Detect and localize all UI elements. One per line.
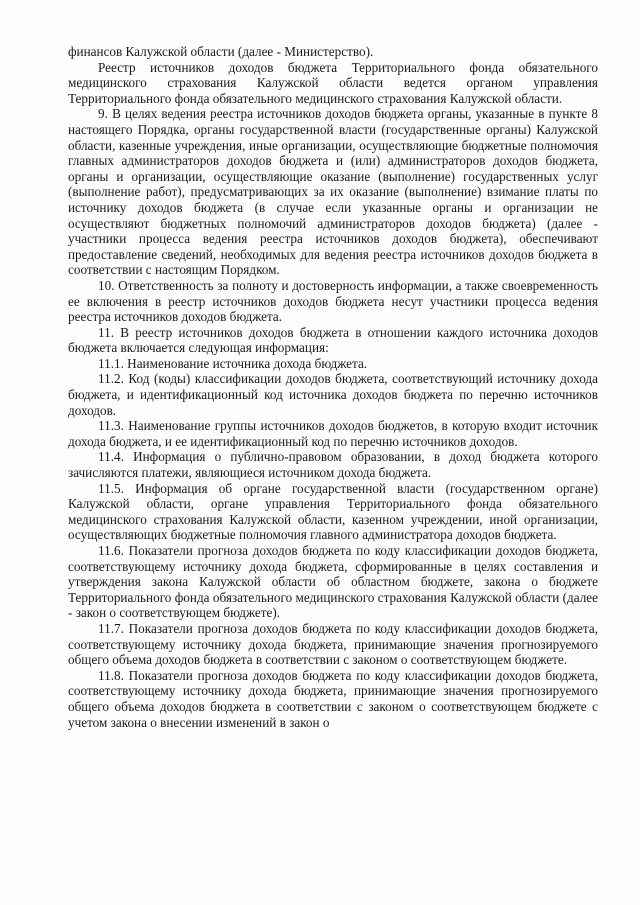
paragraph-continuation: финансов Калужской области (далее - Министерство).	[68, 44, 374, 59]
paragraph-item-11-7: 11.7. Показатели прогноза доходов бюджета по коду классификации доходов бюджета, соответствующему источнику дохода бюджета, принимающие значения прогнозируемого общего объема доходов бюджета в соответствии с законом о соответствующем бюджете.	[68, 620, 598, 668]
paragraph-item-11-3: 11.3. Наименование группы источников доходов бюджетов, в которую входит источник дохода бюджета, и ее идентификационный код по перечню источников доходов.	[68, 418, 598, 449]
paragraph-item-10: 10. Ответственность за полноту и достоверность информации, а также своевременность ее включения в реестр источников доходов бюджета несут участники процесса ведения реестра источников доходов бюджета.	[68, 277, 598, 325]
document-body	[68, 44, 598, 730]
paragraph-item-11-5: 11.5. Информация об органе государственной власти (государственном органе) Калужской области, органе управления Территориального фонда обязательного медицинского страхования Калужской области, казенном учреждении, иной организации, осуществляющих бюджетные полномочия главного администратора доходов бюджета.	[68, 480, 598, 543]
paragraph-item-11-8: 11.8. Показатели прогноза доходов бюджета по коду классификации доходов бюджета, соответствующему источнику дохода бюджета, принимающие значения прогнозируемого общего объема доходов бюджета в соответствии с законом о соответствующем бюджете с учетом закона о внесении изменений в закон о	[68, 667, 598, 730]
paragraph-item-11-4: 11.4. Информация о публично-правовом образовании, в доход бюджета которого зачисляются платежи, являющиеся источником дохода бюджета.	[68, 449, 598, 481]
paragraph-registry-keeper: Реестр источников доходов бюджета Территориального фонда обязательного медицинского страхования Калужской области ведется органом управления Территориального фонда обязательного медицинского страхования Калужской области.	[68, 59, 598, 106]
paragraph-item-11-1: 11.1. Наименование источника дохода бюджета.	[98, 355, 368, 371]
paragraph-item-9: 9. В целях ведения реестра источников доходов бюджета органы, указанные в пункте 8 настоящего Порядка, органы государственной власти (государственные органы) Калужской области, казенные учреждения, иные организации, осуществляющие бюджетные полномочия главных администраторов доходов бюджета и (или) администраторов доходов бюджета, органы и организации, осуществляющие оказание (выполнение) государственных услуг (выполнение работ), предусматривающих за их оказание (выполнение) взимание платы по источнику доходов бюджета (в случае если указанные органы и организации не осуществляют бюджетных полномочий администраторов доходов бюджета) (далее - участники процесса ведения реестра источников доходов бюджета), обеспечивают предоставление сведений, необходимых для ведения реестра источников доходов бюджета в соответствии с настоящим Порядком.	[68, 106, 598, 278]
paragraph-item-11-6: 11.6. Показатели прогноза доходов бюджета по коду классификации доходов бюджета, соответствующему источнику дохода бюджета, сформированные в целях составления и утверждения закона Калужской области об областном бюджете, закона о бюджете Территориального фонда обязательного медицинского страхования Калужской области (далее - закон о соответствующем бюджете).	[68, 543, 598, 621]
paragraph-item-11-2: 11.2. Код (коды) классификации доходов бюджета, соответствующий источнику дохода бюджета, и идентификационный код источника доходов бюджета по перечню источников доходов.	[68, 371, 598, 418]
paragraph-item-11: 11. В реестр источников доходов бюджета в отношении каждого источника доходов бюджета включается следующая информация:	[68, 324, 598, 356]
